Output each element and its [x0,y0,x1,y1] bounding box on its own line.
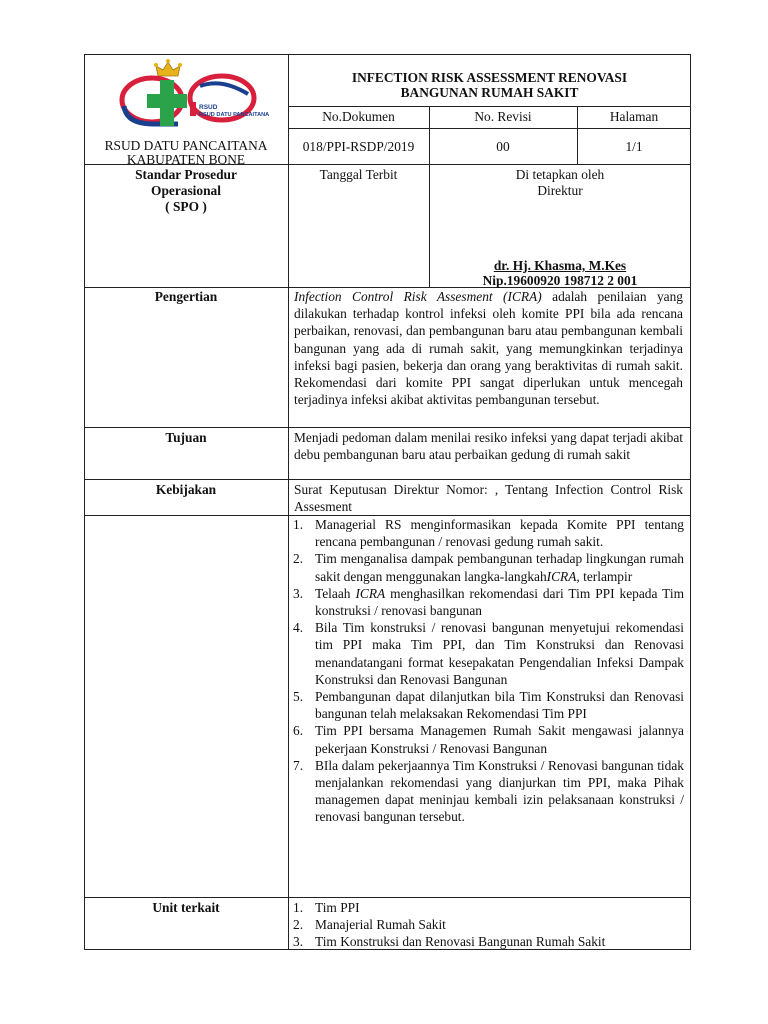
pengertian-text [294,288,683,408]
list-item: 2. Tim menganalisa dampak pembangunan terhadap lingkungan rumah sakit dengan menggunakan langka-langkahICRA, terlampir [293,551,684,584]
no-dokumen-value: 018/PPI-RSDP/2019 [302,139,415,154]
halaman-label: Halaman [609,109,659,124]
pengertian-label: Pengertian [154,289,218,304]
rule [288,54,289,950]
pengertian-body: adalah penilaian yang dilakukan terhadap kontrol infeksi oleh komite PPI bila ada rencana perbaikan, renovasi, dan pembangunan baru atau pembangunan kembali bangunan yang ada di rumah sakit, yang memungkinkan terjadinya infeksi bagi pasien, bekerja dan orang yang beraktivitas di rumah sakit. Rekomendasi dari komite PPI sangat diperlukan untuk mencegah terjadinya infeksi akibat aktivitas pembangunan tersebut. [294,289,684,408]
list-item: 1. Tim PPI [293,900,360,915]
document-title-line1: INFECTION RISK ASSESSMENT RENOVASI [351,70,628,85]
hospital-name: RSUD DATU PANCAITANA [104,138,268,153]
ditetapkan-line1: Di tetapkan oleh [515,167,605,182]
tujuan-label: Tujuan [165,430,207,445]
signer-nip: Nip.19600920 198712 2 001 [482,273,638,288]
rule [288,128,691,129]
list-item: 4. Bila Tim konstruksi / renovasi bangunan menyetujui rekomendasi tim PPI maka Tim PPI, dan Tim Konstruksi dan Renovasi menandatangani format kesepakatan Pengendalian Infeksi Dampak Konstruksi dan Renovasi Bangunan [293,620,684,687]
rule [84,897,691,898]
kebijakan-text: Surat Keputusan Direktur Nomor: , Tentang Infection Control Risk Assesment [294,482,683,515]
spo-label-line2: Operasional [151,183,221,198]
ditetapkan-line2: Direktur [537,183,583,198]
list-item: 5. Pembangunan dapat dilanjutkan bila Tim Konstruksi dan Renovasi bangunan telah melaksakan Rekomendasi Tim PPI [293,689,684,722]
pengertian-italic: Infection Control Risk Assesment (ICRA) [294,289,542,304]
rule [288,106,691,107]
list-item: 7. BIla dalam pekerjaannya Tim Konstruksi / Renovasi bangunan tidak menjalankan rekomendasi yang dianjurkan tim PPI, maka Pihak managemen dapat meninjau kembali izin pelaksanaan konstruksi / renovasi bangunan tersebut. [293,757,684,825]
tanggal-terbit-label: Tanggal Terbit [319,167,398,182]
svg-text:RSUD: RSUD [199,104,218,111]
list-item: 3. Telaah ICRA menghasilkan rekomendasi dari Tim PPI kepada Tim konstruksi / renovasi bangunan [293,585,684,619]
spo-label-line3: ( SPO ) [165,199,207,214]
prosedur-list [290,516,684,826]
hospital-logo [118,56,270,134]
no-revisi-value: 00 [496,139,510,154]
tujuan-text: Menjadi pedoman dalam menilai resiko infeksi yang dapat terjadi akibat debu pembangunan baru atau perbaikan gedung di rumah sakit [294,430,683,463]
no-dokumen-label: No.Dokumen [322,109,395,124]
spo-label-line1: Standar Prosedur [135,167,237,182]
kebijakan-label: Kebijakan [155,482,217,497]
unit-terkait-label: Unit terkait [152,900,220,915]
logo-text: RSUD DATU PANCAITANA [199,112,270,118]
list-item: 2. Manajerial Rumah Sakit [293,917,446,933]
rule [84,479,691,480]
list-item: 1. Managerial RS menginformasikan kepada Komite PPI tentang rencana pembangunan / renovasi gedung rumah sakit. [293,517,684,550]
no-revisi-label: No. Revisi [474,109,532,124]
document-title-line2: BANGUNAN RUMAH SAKIT [400,85,579,100]
list-item: 3. Tim Konstruksi dan Renovasi Bangunan Rumah Sakit [293,934,606,950]
rule [84,427,691,428]
unit-list [290,899,684,951]
hospital-district: KABUPATEN BONE [126,152,246,167]
list-item: 6. Tim PPI bersama Managemen Rumah Sakit mengawasi jalannya pekerjaan Konstruksi / Renovasi Bangunan [293,723,684,756]
halaman-value: 1/1 [625,139,643,154]
signer-name: dr. Hj. Khasma, M.Kes [493,258,627,273]
